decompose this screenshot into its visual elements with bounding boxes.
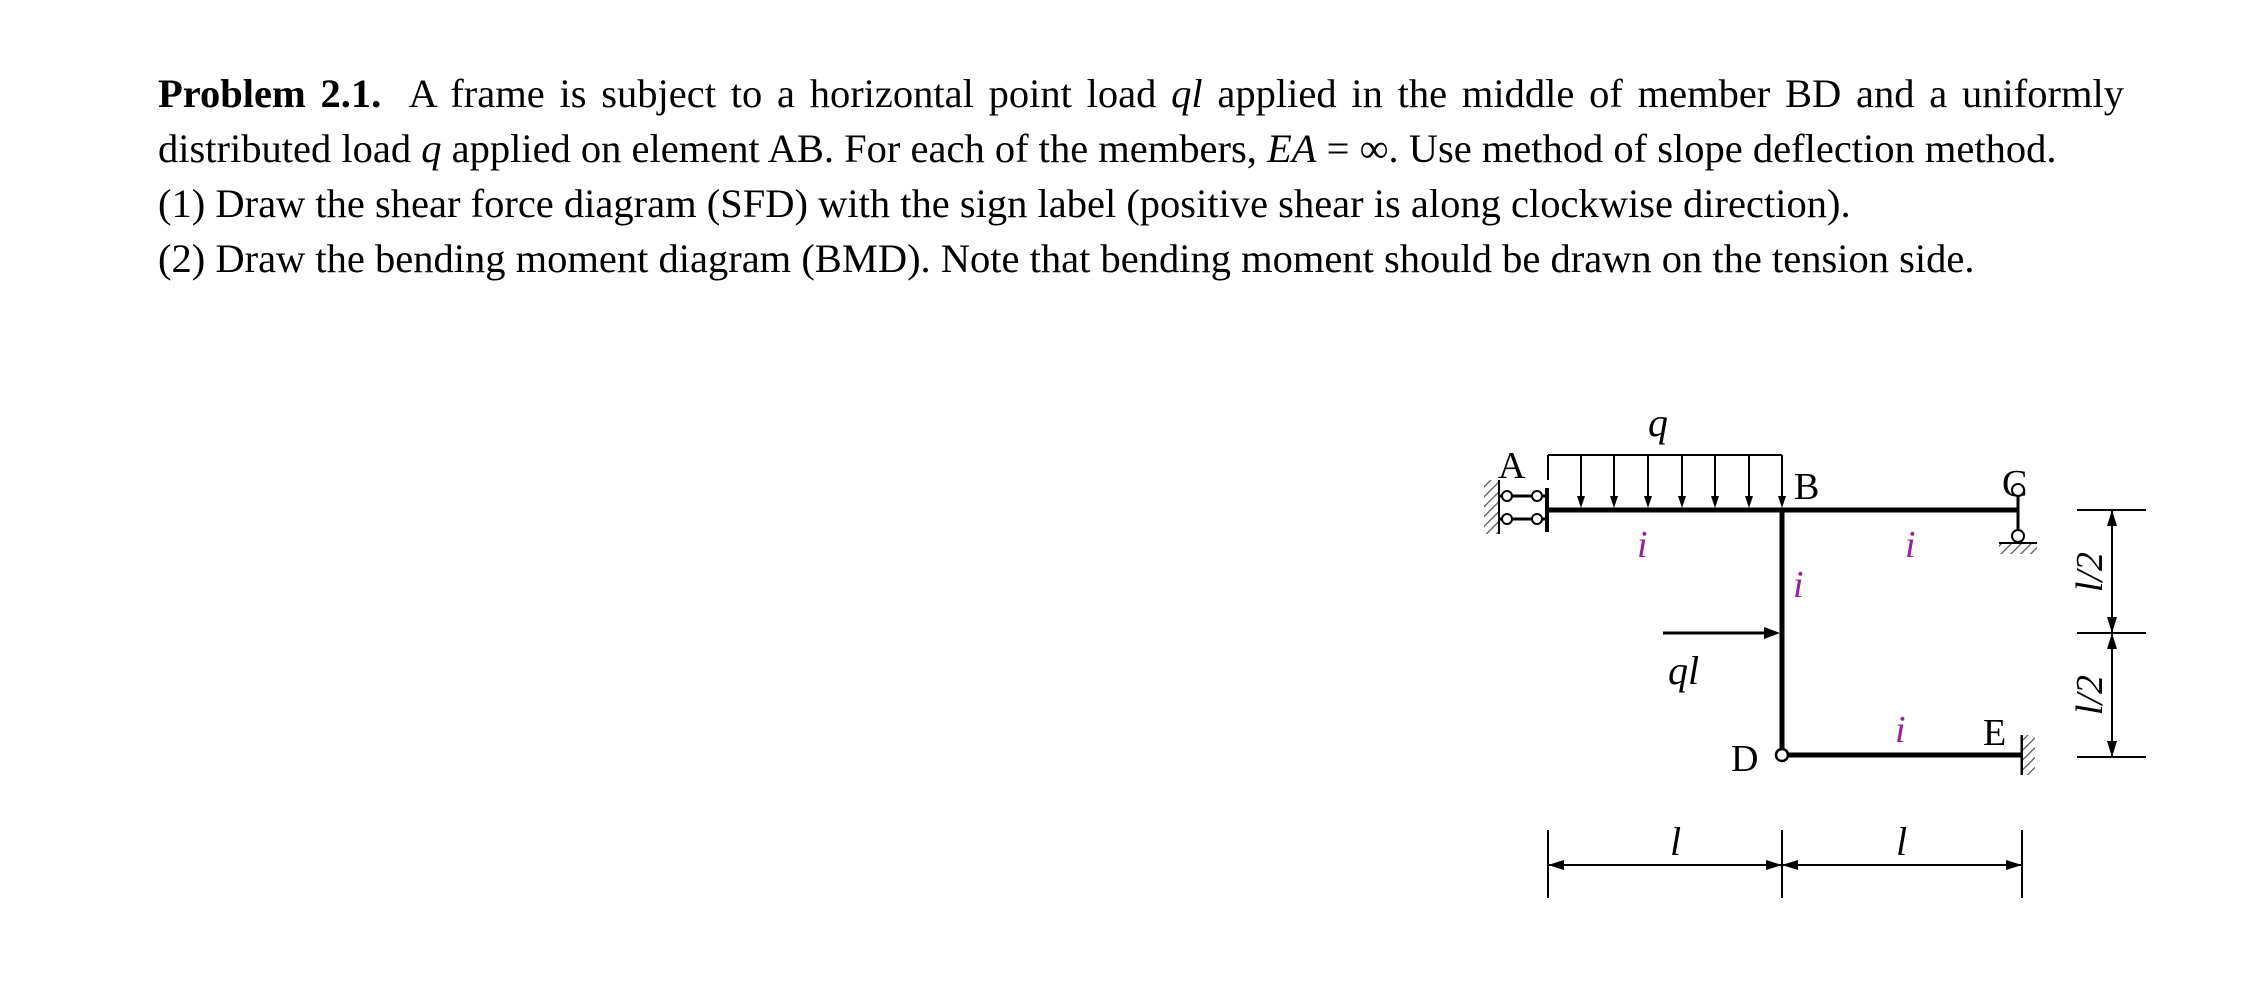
dim-v-arrow-3 [2107, 633, 2117, 649]
dim-label-upper-half: l/2 [2069, 551, 2111, 593]
support-a-pin-1 [1502, 491, 1512, 501]
point-load-ql [1663, 627, 1780, 639]
load-label-ql: ql [1668, 648, 1700, 693]
math-symbol: q [421, 126, 442, 171]
support-a-wall-hatch [1484, 480, 1499, 534]
support-c-pin [2012, 530, 2024, 542]
support-a-pin-3 [1502, 514, 1512, 524]
dim-v-arrow-2 [2107, 617, 2117, 633]
intro-text-run: A frame is subject to a horizontal point load [408, 71, 1172, 116]
dim-h-arrow-2 [1766, 860, 1782, 870]
task-item-1: (1) Draw the shear force diagram (SFD) with the sign label (positive shear is along clockwise direction). [158, 181, 1851, 226]
stiffness-label-bc: i [1905, 524, 1916, 566]
math-symbol: ql [1171, 71, 1203, 116]
support-a-pin-4 [1532, 514, 1542, 524]
load-q-arrowhead-3 [1644, 496, 1652, 508]
node-label-c: C [2002, 463, 2028, 505]
hinge-d [1776, 749, 1788, 761]
horizontal-dimensions [1548, 830, 2022, 898]
math-symbol: EA [1267, 126, 1317, 171]
stiffness-label-ab: i [1637, 524, 1648, 566]
support-e-wall-hatch [2023, 735, 2035, 775]
dim-label-ab: l [1670, 819, 1682, 864]
load-label-q: q [1648, 400, 1668, 445]
load-ql-arrowhead [1764, 627, 1780, 639]
node-label-d: D [1731, 738, 1759, 780]
dim-h-arrow-3 [1782, 860, 1798, 870]
load-q-arrowhead-5 [1711, 496, 1719, 508]
distributed-load-q [1548, 455, 1786, 508]
support-c-ground-hatch [1999, 544, 2037, 554]
stiffness-label-bd: i [1793, 564, 1804, 606]
node-label-b: B [1794, 466, 1820, 508]
node-label-a: A [1498, 445, 1526, 487]
support-e [2022, 735, 2035, 775]
dim-v-arrow-4 [2107, 741, 2117, 757]
support-a-pin-2 [1532, 491, 1542, 501]
load-q-arrowhead-1 [1577, 496, 1585, 508]
dim-label-bc: l [1896, 819, 1908, 864]
intro-text-run: = ∞. Use method of slope deflection method. [1316, 126, 2057, 171]
dim-label-lower-half: l/2 [2069, 674, 2111, 716]
load-q-arrowhead-4 [1678, 496, 1686, 508]
dim-h-arrow-1 [1548, 860, 1564, 870]
intro-text-run: applied on element AB. For each of the members, [441, 126, 1267, 171]
problem-title: Problem 2.1. [158, 71, 382, 116]
intro-text-run: applied in the middle of member BD and a uniformly distributed load [158, 71, 2124, 171]
dim-h-arrow-4 [2006, 860, 2022, 870]
node-label-e: E [1983, 712, 2007, 754]
load-q-arrowhead-2 [1610, 496, 1618, 508]
load-q-arrowhead-7 [1778, 496, 1786, 508]
task-item-2: (2) Draw the bending moment diagram (BMD). Note that bending moment should be drawn on the tension side. [158, 236, 1975, 281]
load-q-arrowhead-6 [1745, 496, 1753, 508]
dim-v-arrow-1 [2107, 510, 2117, 526]
vertical-dimensions [2077, 510, 2146, 757]
stiffness-label-de: i [1895, 709, 1906, 751]
support-a [1484, 480, 1548, 534]
